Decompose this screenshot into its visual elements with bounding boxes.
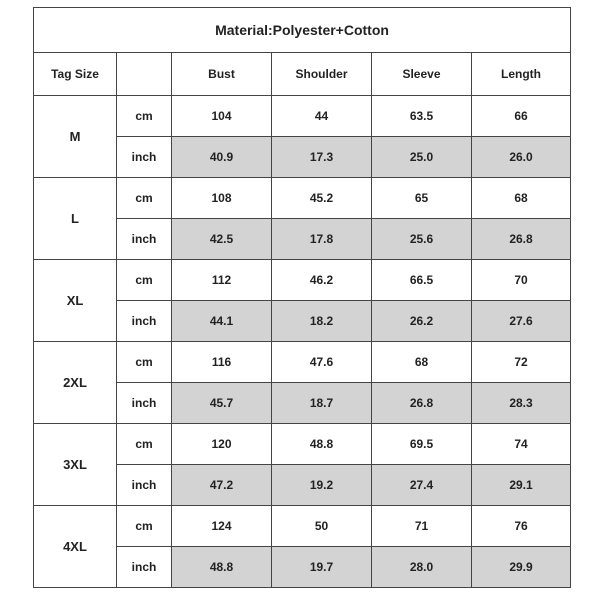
sleeve-cm-cell: 71 bbox=[372, 506, 472, 547]
length-cm-cell: 72 bbox=[472, 342, 571, 383]
unit-cell: inch bbox=[117, 301, 172, 342]
bust-inch-cell: 45.7 bbox=[172, 383, 272, 424]
length-cm-cell: 76 bbox=[472, 506, 571, 547]
size-chart-table bbox=[33, 7, 571, 588]
length-cm-cell: 66 bbox=[472, 96, 571, 137]
shoulder-inch-cell: 17.3 bbox=[272, 137, 372, 178]
shoulder-inch-cell: 19.7 bbox=[272, 547, 372, 588]
header-row bbox=[34, 53, 571, 96]
table-row bbox=[34, 178, 571, 219]
bust-inch-cell: 42.5 bbox=[172, 219, 272, 260]
length-cm-cell: 74 bbox=[472, 424, 571, 465]
sleeve-inch-cell: 26.2 bbox=[372, 301, 472, 342]
unit-cell: cm bbox=[117, 260, 172, 301]
length-inch-cell: 27.6 bbox=[472, 301, 571, 342]
sleeve-inch-cell: 28.0 bbox=[372, 547, 472, 588]
title-row bbox=[34, 8, 571, 53]
unit-cell: cm bbox=[117, 342, 172, 383]
length-inch-cell: 26.8 bbox=[472, 219, 571, 260]
table-row bbox=[34, 342, 571, 383]
length-header: Length bbox=[472, 53, 571, 96]
unit-cell: inch bbox=[117, 219, 172, 260]
tag-size-header: Tag Size bbox=[34, 53, 117, 96]
sleeve-cm-cell: 65 bbox=[372, 178, 472, 219]
bust-cm-cell: 124 bbox=[172, 506, 272, 547]
shoulder-inch-cell: 18.2 bbox=[272, 301, 372, 342]
bust-inch-cell: 47.2 bbox=[172, 465, 272, 506]
length-cm-cell: 70 bbox=[472, 260, 571, 301]
shoulder-cm-cell: 48.8 bbox=[272, 424, 372, 465]
tag-size-cell: M bbox=[34, 96, 117, 178]
shoulder-cm-cell: 44 bbox=[272, 96, 372, 137]
bust-inch-cell: 48.8 bbox=[172, 547, 272, 588]
shoulder-cm-cell: 47.6 bbox=[272, 342, 372, 383]
shoulder-inch-cell: 18.7 bbox=[272, 383, 372, 424]
shoulder-inch-cell: 17.8 bbox=[272, 219, 372, 260]
table-row bbox=[34, 506, 571, 547]
unit-cell: inch bbox=[117, 137, 172, 178]
unit-cell: inch bbox=[117, 383, 172, 424]
unit-cell: cm bbox=[117, 506, 172, 547]
sleeve-cm-cell: 66.5 bbox=[372, 260, 472, 301]
unit-header bbox=[117, 53, 172, 96]
bust-header: Bust bbox=[172, 53, 272, 96]
bust-cm-cell: 104 bbox=[172, 96, 272, 137]
shoulder-cm-cell: 46.2 bbox=[272, 260, 372, 301]
shoulder-cm-cell: 50 bbox=[272, 506, 372, 547]
unit-cell: cm bbox=[117, 424, 172, 465]
shoulder-header: Shoulder bbox=[272, 53, 372, 96]
unit-cell: inch bbox=[117, 547, 172, 588]
sleeve-cm-cell: 63.5 bbox=[372, 96, 472, 137]
bust-inch-cell: 44.1 bbox=[172, 301, 272, 342]
bust-cm-cell: 116 bbox=[172, 342, 272, 383]
tag-size-cell: 3XL bbox=[34, 424, 117, 506]
bust-cm-cell: 108 bbox=[172, 178, 272, 219]
sleeve-inch-cell: 25.0 bbox=[372, 137, 472, 178]
sleeve-cm-cell: 68 bbox=[372, 342, 472, 383]
unit-cell: cm bbox=[117, 96, 172, 137]
table-row bbox=[34, 424, 571, 465]
bust-cm-cell: 120 bbox=[172, 424, 272, 465]
tag-size-cell: XL bbox=[34, 260, 117, 342]
tag-size-cell: 4XL bbox=[34, 506, 117, 588]
table-row bbox=[34, 260, 571, 301]
unit-cell: cm bbox=[117, 178, 172, 219]
sleeve-header: Sleeve bbox=[372, 53, 472, 96]
bust-cm-cell: 112 bbox=[172, 260, 272, 301]
length-inch-cell: 28.3 bbox=[472, 383, 571, 424]
length-inch-cell: 29.1 bbox=[472, 465, 571, 506]
length-inch-cell: 26.0 bbox=[472, 137, 571, 178]
tag-size-cell: L bbox=[34, 178, 117, 260]
material-title: Material:Polyester+Cotton bbox=[34, 8, 571, 53]
sleeve-inch-cell: 27.4 bbox=[372, 465, 472, 506]
shoulder-inch-cell: 19.2 bbox=[272, 465, 372, 506]
shoulder-cm-cell: 45.2 bbox=[272, 178, 372, 219]
sleeve-inch-cell: 25.6 bbox=[372, 219, 472, 260]
length-cm-cell: 68 bbox=[472, 178, 571, 219]
table-row bbox=[34, 96, 571, 137]
unit-cell: inch bbox=[117, 465, 172, 506]
sleeve-inch-cell: 26.8 bbox=[372, 383, 472, 424]
sleeve-cm-cell: 69.5 bbox=[372, 424, 472, 465]
tag-size-cell: 2XL bbox=[34, 342, 117, 424]
length-inch-cell: 29.9 bbox=[472, 547, 571, 588]
bust-inch-cell: 40.9 bbox=[172, 137, 272, 178]
